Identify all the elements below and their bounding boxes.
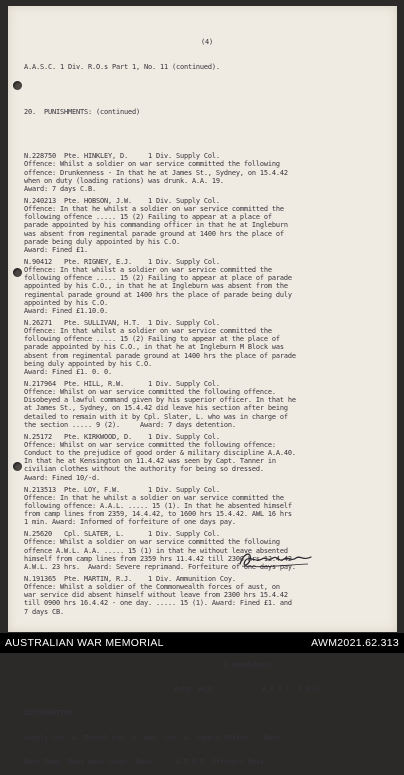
punch-hole bbox=[13, 268, 22, 277]
entry-line: Offence: Whilst on war service committed the following offence. bbox=[24, 388, 276, 397]
footer-institution: AUSTRALIAN WAR MEMORIAL bbox=[5, 637, 164, 649]
entry-line: offence: Drunkenness - In that he at James St., Sydney, on 15.4.42 bbox=[24, 168, 288, 177]
page-number: (4) bbox=[201, 38, 213, 47]
signatory-title: Actg. Adjt. ......... A.A.S.C. 1 Div. bbox=[174, 684, 322, 693]
entry-line: Award: Fined £1. 0. 0. bbox=[24, 367, 112, 376]
entry-line: regimental parade ground at 1400 hrs the place of parade being duly bbox=[24, 290, 292, 299]
entry-line: A.W.L. 23 hrs. Award: Severe reprimand. Forfeiture of one days pay. bbox=[24, 562, 296, 571]
entry-line: the section ..... 9 (2). Award: 7 days detention. bbox=[24, 420, 236, 429]
punishment-entry bbox=[24, 380, 390, 433]
punishment-entry bbox=[24, 486, 390, 531]
punishment-entry bbox=[24, 258, 390, 319]
entry-line: following offence ..... 15 (2) Failing to appear at the place of bbox=[24, 335, 280, 344]
entry-line: Award: 7 days C.B. bbox=[24, 184, 96, 193]
entry-line: Offence: In that he whilst a soldier on war service committed the bbox=[24, 205, 284, 214]
entry-line: 7 days CB. bbox=[24, 607, 64, 616]
entry-line: Offence: In that whilst a soldier on war service committed the bbox=[24, 266, 272, 275]
entry-line: Offence: Whilst a soldier of the Commonwealth forces of aust, on bbox=[24, 583, 280, 592]
entry-line: parade appointed by his C.O., in that he at Ingleburn M Block was bbox=[24, 343, 284, 352]
distribution-line: Main Dump. Mans Haus (Sup). Mans .... O.P.M.R. Officers Mess. bbox=[24, 758, 268, 767]
entry-line: Conduct to the prejudice of good order & military discipline A.A.40. bbox=[24, 449, 296, 458]
entry-line: Award: Fined 10/-d. bbox=[24, 473, 100, 482]
entry-line: appointed by his C.O. bbox=[24, 298, 108, 307]
entry-header: N.26271 Pte. SULLIVAN, H.T. 1 Div. Supply Col. bbox=[24, 318, 220, 327]
punch-hole bbox=[13, 81, 22, 90]
entry-header: N.90412 Pte. RIGNEY, E.J. 1 Div. Supply Col. bbox=[24, 257, 220, 266]
entry-line: when on duty (loading rations) was drunk. A.A. 19. bbox=[24, 176, 224, 185]
punishment-entry bbox=[24, 197, 390, 258]
entry-line: was absent from regimental parade ground at 1400 hrs the place of bbox=[24, 229, 284, 238]
entry-line: parade appointed by his commanding officer in that he at Ingleburn bbox=[24, 221, 288, 230]
entry-header: N.191365 Pte. MARTIN, R.J. 1 Div. Ammunition Coy. bbox=[24, 575, 236, 584]
entry-header: N.25172 Pte. KIRKWOOD, D. 1 Div. Supply Col. bbox=[24, 432, 220, 441]
entry-line: Offence: Whilst a soldier on war service committed the following bbox=[24, 538, 280, 547]
entry-line: Offence: Whilst on war service committed the following offence: bbox=[24, 440, 276, 449]
punishment-entry bbox=[24, 152, 390, 197]
entry-line: Disobeyed a lawful command given by his superior officer. In that he bbox=[24, 396, 296, 405]
entry-line: Award: Fined £1.10.0. bbox=[24, 306, 108, 315]
entry-line: offence A.W.L. A.A. ..... 15 (1) in that he without leave absented bbox=[24, 546, 288, 555]
entry-line: at James St., Sydney, on 15.4.42 did leave his section after being bbox=[24, 404, 288, 413]
entry-line: till 0900 hrs 16.4.42 - one day. ..... 15 (1). Award: Fined £1. and bbox=[24, 599, 292, 608]
entry-header: N.217964 Pte. HILL, R.W. 1 Div. Supply Col. bbox=[24, 379, 220, 388]
entry-line: 1 min. Award: Informed of forfeiture of one days pay. bbox=[24, 518, 236, 527]
distribution-heading: DISTRIBUTION: bbox=[24, 709, 76, 718]
punishment-entries bbox=[24, 152, 390, 619]
punishment-entry bbox=[24, 575, 390, 620]
entry-line: Offence: Whilst a soldier on war service committed the following bbox=[24, 160, 280, 169]
distribution-line: Supply Col. 6. Petrol Coy. 6. Amn. Coy. 6. Supply Office. Mans bbox=[24, 733, 280, 742]
entry-line: following offence: A.A.L. ..... 15 (1). In that he absented himself bbox=[24, 501, 292, 510]
footer-reference: AWM2021.62.313 bbox=[311, 637, 399, 649]
entry-line: himself from camp lines from 2359 hrs 11.4.42 till 2300 hrs 12.4.42 bbox=[24, 554, 292, 563]
entry-line: In that he at Kensington on 11.4.42 was seen by Capt. Tanner in bbox=[24, 457, 276, 466]
entry-line: Award: Fined £1. bbox=[24, 245, 88, 254]
section-title: 20. PUNISHMENTS: (continued) bbox=[24, 107, 140, 116]
entry-line: being duly appointed by his C.O. bbox=[24, 359, 152, 368]
entry-line: war service did absent himself without leave from 2300 hrs 15.4.42 bbox=[24, 591, 288, 600]
entry-line: civilian clothes without the authority for being so dressed. bbox=[24, 465, 264, 474]
entry-line: Offence: In that he whilst a soldier on war service committed the bbox=[24, 493, 284, 502]
entry-line: absent from regimental parade ground at 1400 hrs the place of parade bbox=[24, 351, 296, 360]
archive-footer bbox=[0, 633, 404, 653]
entry-header: N.228750 Pte. HINKLEY, D. 1 Div. Supply Col. bbox=[24, 152, 220, 161]
punishment-entry bbox=[24, 433, 390, 486]
entry-line: Offence: In that whilst a soldier on war service committed the bbox=[24, 327, 272, 336]
entry-header: N.25620 Cpl. SLATER, L. 1 Div. Supply Col. bbox=[24, 530, 220, 539]
document-heading: A.A.S.C. 1 Div. R.O.s Part 1, No. 11 (continued). bbox=[24, 62, 220, 71]
entry-line: from camp lines from 2359, 14.4.42, to 1600 hrs 15.4.42. AWL 16 hrs bbox=[24, 510, 292, 519]
entry-line: following offence ..... 15 (2) Failing to appear at place of parade bbox=[24, 274, 292, 283]
punishment-entry bbox=[24, 530, 390, 575]
handwritten-signature bbox=[236, 548, 316, 570]
entry-line: parade being duly appointed by his C.O. bbox=[24, 237, 180, 246]
punch-hole bbox=[13, 462, 22, 471]
document-text bbox=[24, 22, 390, 775]
signatory-name: (G.Donaldson) bbox=[220, 660, 272, 669]
entry-line: detailed to remain with it by Cpl. Slater, L. who was in charge of bbox=[24, 412, 288, 421]
entry-line: appointed by his C.O., in that he at Ingleburn was absent from the bbox=[24, 282, 288, 291]
entry-line: following offence ..... 15 (2) Failing to appear at a place of bbox=[24, 213, 272, 222]
entry-header: N.240213 Pte. HOBSON, J.W. 1 Div. Supply Col. bbox=[24, 197, 220, 205]
entry-header: N.213513 Pte. LOY, F.W. 1 Div. Supply Col. bbox=[24, 485, 220, 494]
punishment-entry bbox=[24, 319, 390, 380]
